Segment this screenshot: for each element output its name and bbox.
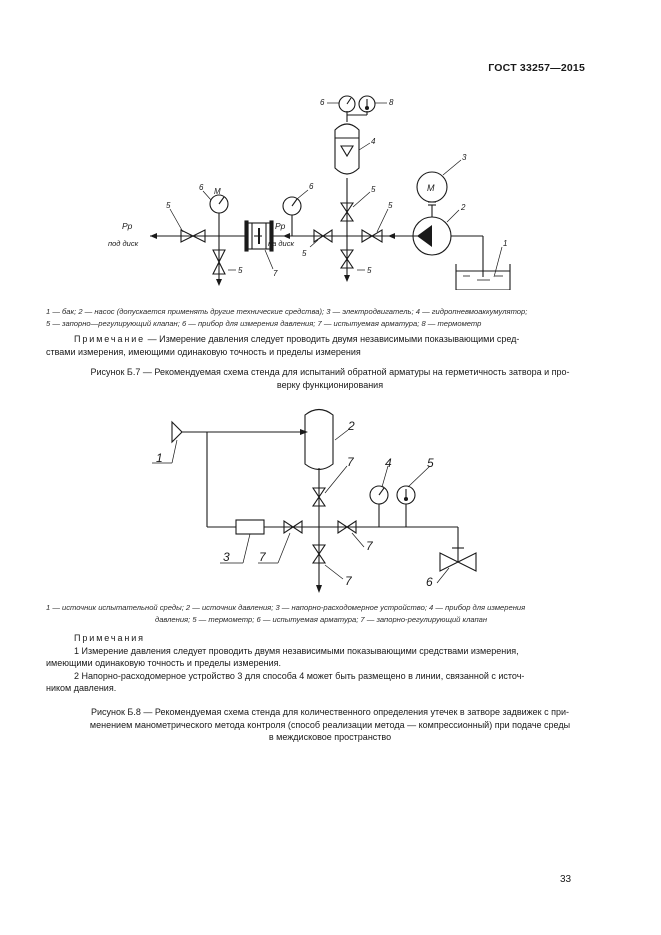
figure-b7-note-head: Примечание (74, 334, 146, 344)
figure-b8-caption-2: менением манометрического метода контроля (способ реализации метода — компрессионный) при подаче среды (89, 719, 571, 730)
label-n5-c: 5 (302, 249, 307, 258)
label-n7-left: 7 (259, 550, 266, 564)
label-n7-upper: 7 (347, 455, 354, 469)
label-n6: 6 (426, 575, 433, 589)
figure-b8-caption-1: Рисунок Б.8 — Рекомендуемая схема стенда для количественного определения утечек в затворе задвижек с при- (90, 707, 570, 717)
label-pr-under-sub: под диск (108, 239, 139, 248)
figure-b8-note1-line2: имеющими одинаковую точность и пределы измерения. (46, 658, 281, 669)
test-medium-source-1 (172, 422, 182, 442)
figure-b7-legend-line2: 5 — запорно—регулирующий клапан; 6 — прибор для измерения давления; 7 — испытуемая арматура; 8 — термометр (46, 319, 482, 329)
label-n6-c: 6 (320, 98, 325, 107)
label-n5: 5 (427, 456, 434, 470)
label-n4: 4 (385, 456, 392, 470)
label-n5-b: 5 (238, 266, 243, 275)
label-n3: 3 (462, 153, 467, 162)
label-m-gauge: М (214, 187, 221, 196)
figure-b8-legend-line1: 1 — источник испытательной среды; 2 — источник давления; 3 — напорно-расходомерное устройство; 4 — прибор для измерения (46, 603, 526, 612)
label-n2: 2 (348, 419, 355, 433)
figure-b7-caption (30, 366, 630, 391)
label-n5-d: 5 (371, 185, 376, 194)
label-n1: 1 (156, 451, 163, 465)
label-n2: 2 (461, 203, 466, 212)
figure-b8-caption-3: в междисковое пространство (268, 732, 392, 743)
label-n5-a: 5 (166, 201, 171, 210)
label-pr-over-sub: на диск (268, 239, 294, 248)
label-n8: 8 (389, 98, 394, 107)
label-n7-lower: 7 (345, 574, 352, 588)
page-number: 33 (560, 874, 572, 885)
figure-b8-note2-line2: ником давления. (46, 683, 117, 694)
figure-b8-legend-line2: давления; 5 — термометр; 6 — испытуемая арматура; 7 — запорно-регулирующий клапан (155, 615, 488, 625)
flow-meter-3 (236, 520, 264, 534)
label-n7-right: 7 (366, 539, 373, 553)
figure-b8-note2-line1: 2 Напорно-расходомерное устройство 3 для способа 4 может быть размещено в линии, связанной с источ- (74, 670, 525, 681)
hydro-accumulator-4 (335, 124, 359, 174)
figure-b8-note1-line1: 1 Измерение давления следует проводить двумя независимыми показывающими средствами измерения, (74, 645, 519, 656)
label-pr-over: Pp (275, 221, 286, 231)
figure-b7-note-body-2: ствами измерения, имеющими одинаковую точность и пределы измерения (46, 346, 361, 357)
figure-b8-legend (46, 602, 606, 627)
figure-b7-caption-2: верку функционирования (276, 379, 384, 390)
label-n3: 3 (223, 550, 230, 564)
figure-b7-legend-line1: 1 — бак; 2 — насос (допускается применять другие технические средства); 3 — электродвигатель; 4 — гидропневмоаккумулятор; (46, 307, 528, 316)
flow-arrow-pump (388, 233, 395, 239)
label-n7: 7 (273, 269, 278, 278)
figure-b8-notes (46, 632, 606, 695)
flow-arrow-left (150, 233, 157, 239)
pressure-source-2 (305, 410, 333, 470)
figure-b7-legend (46, 306, 606, 331)
figure-b7-caption-1: Рисунок Б.7 — Рекомендуемая схема стенда для испытаний обратной арматуры на герметичность затвора и про- (90, 367, 570, 377)
figure-b8-diagram (150, 408, 490, 594)
figure-b7-note-body-1: — Измерение давления следует проводить двумя независимыми показывающими сред- (145, 334, 520, 344)
figure-b7-diagram (100, 90, 530, 290)
label-n1: 1 (503, 239, 508, 248)
label-n5-e: 5 (367, 266, 372, 275)
label-n4: 4 (371, 137, 376, 146)
label-pr-under: Pp (122, 221, 133, 231)
label-n6-a: 6 (199, 183, 204, 192)
label-m-motor: М (427, 183, 435, 193)
figure-b7-note (46, 333, 606, 358)
label-n5-f: 5 (388, 201, 393, 210)
document-header: ГОСТ 33257—2015 (488, 62, 585, 74)
figure-b8-caption (30, 706, 630, 744)
figure-b8-notes-head: Примечания (74, 633, 145, 643)
label-n6-b: 6 (309, 182, 314, 191)
